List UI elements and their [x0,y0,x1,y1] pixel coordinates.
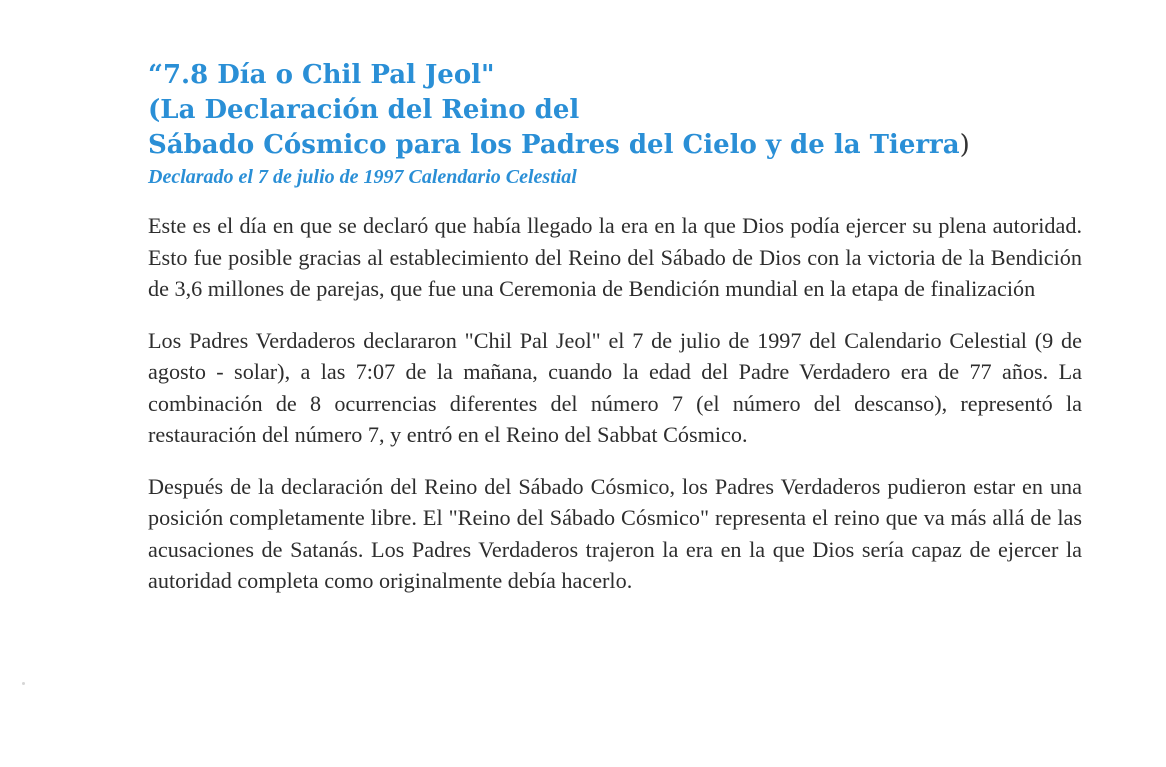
title-line-3-text: Sábado Cósmico para los Padres del Cielo y de la Tierra [148,130,960,160]
body-paragraph-1: Este es el día en que se declaró que había llegado la era en la que Dios podía ejercer su plena autoridad. Esto fue posible gracias al establecimiento del Reino del Sábado de Dios con la victoria de la Bendición de 3,6 millones de parejas, que fue una Ceremonia de Bendición mundial en la etapa de finalización [148,213,1082,301]
body-paragraph-2: Los Padres Verdaderos declararon "Chil Pal Jeol" el 7 de julio de 1997 del Calendario Celestial (9 de agosto - solar), a las 7:07 de la mañana, cuando la edad del Padre Verdadero era de 77 años. La combinación de 8 ocurrencias diferentes del número 7 (el número del descanso), representó la restauración del número 7, y entró en el Reino del Sabbat Cósmico. [148,327,1082,447]
title-line-1: “7.8 Día o Chil Pal Jeol" [148,60,495,90]
subtitle: Declarado el 7 de julio de 1997 Calendario Celestial [148,166,577,188]
title-line-2: (La Declaración del Reino del [148,95,580,125]
title-close-paren: ) [959,130,970,160]
title-line-3 [148,128,1082,163]
document-page [148,58,1082,597]
body-paragraph-3: Después de la declaración del Reino del Sábado Cósmico, los Padres Verdaderos pudieron estar en una posición completamente libre. El "Reino del Sábado Cósmico" representa el reino que va más allá de las acusaciones de Satanás. Los Padres Verdaderos trajeron la era en la que Dios sería capaz de ejercer la autoridad completa como originalmente debía hacerlo. [148,473,1082,593]
scan-speck [22,682,25,685]
